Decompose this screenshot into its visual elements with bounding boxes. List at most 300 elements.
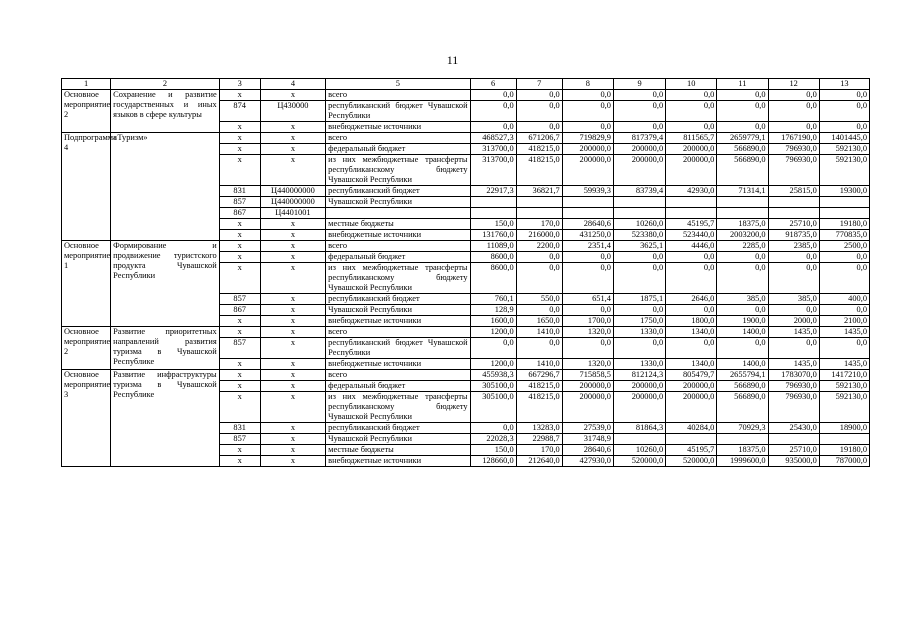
amount-cell	[819, 208, 869, 219]
funding-source-cell: федеральный бюджет	[326, 381, 470, 392]
funding-source-cell: Чувашской Республики	[326, 434, 470, 445]
measure-title: Подпрограмма 4	[62, 133, 111, 241]
target-article-cell: x	[260, 241, 326, 252]
amount-cell	[717, 197, 768, 208]
amount-cell: 1800,0	[666, 316, 717, 327]
table-row	[62, 133, 870, 144]
amount-cell: 0,0	[717, 90, 768, 101]
grbs-code-cell: x	[219, 456, 260, 467]
grbs-code-cell: x	[219, 90, 260, 101]
amount-cell: 1400,0	[717, 359, 768, 370]
amount-cell: 200000,0	[613, 144, 665, 155]
amount-cell	[717, 434, 768, 445]
amount-cell: 427930,0	[562, 456, 613, 467]
amount-cell	[819, 197, 869, 208]
amount-cell: 796930,0	[768, 144, 819, 155]
amount-cell: 0,0	[613, 252, 665, 263]
amount-cell: 455938,3	[470, 370, 516, 381]
amount-cell: 592130,0	[819, 144, 869, 155]
amount-cell: 418215,0	[516, 392, 562, 423]
grbs-code-cell: 831	[219, 186, 260, 197]
amount-cell: 70929,3	[717, 423, 768, 434]
amount-cell: 10260,0	[613, 445, 665, 456]
amount-cell: 200000,0	[613, 155, 665, 186]
grbs-code-cell: x	[219, 122, 260, 133]
grbs-code-cell: x	[219, 263, 260, 294]
amount-cell: 13283,0	[516, 423, 562, 434]
grbs-code-cell: x	[219, 381, 260, 392]
amount-cell: 1400,0	[717, 327, 768, 338]
funding-source-cell: республиканский бюджет	[326, 186, 470, 197]
amount-cell: 1200,0	[470, 327, 516, 338]
amount-cell	[717, 208, 768, 219]
page-number: 11	[446, 53, 459, 67]
target-article-cell: x	[260, 456, 326, 467]
amount-cell: 667296,7	[516, 370, 562, 381]
amount-cell: 0,0	[470, 101, 516, 122]
grbs-code-cell: 831	[219, 423, 260, 434]
amount-cell: 811565,7	[666, 133, 717, 144]
amount-cell: 10260,0	[613, 219, 665, 230]
amount-cell: 0,0	[717, 263, 768, 294]
grbs-code-cell: x	[219, 155, 260, 186]
grbs-code-cell: x	[219, 219, 260, 230]
grbs-code-cell: 867	[219, 305, 260, 316]
amount-cell: 4446,0	[666, 241, 717, 252]
amount-cell: 0,0	[717, 122, 768, 133]
amount-cell: 1435,0	[768, 359, 819, 370]
target-article-cell: x	[260, 133, 326, 144]
target-article-cell: x	[260, 338, 326, 359]
amount-cell: 566890,0	[717, 144, 768, 155]
amount-cell	[666, 197, 717, 208]
amount-cell: 0,0	[768, 263, 819, 294]
budget-table	[61, 78, 870, 467]
grbs-code-cell: x	[219, 144, 260, 155]
amount-cell: 0,0	[768, 122, 819, 133]
amount-cell: 150,0	[470, 219, 516, 230]
amount-cell: 2646,0	[666, 294, 717, 305]
grbs-code-cell: x	[219, 316, 260, 327]
amount-cell: 2000,0	[768, 316, 819, 327]
amount-cell: 566890,0	[717, 392, 768, 423]
target-article-cell: x	[260, 252, 326, 263]
amount-cell: 0,0	[666, 338, 717, 359]
amount-cell: 0,0	[562, 263, 613, 294]
amount-cell: 18900,0	[819, 423, 869, 434]
funding-source-cell: всего	[326, 327, 470, 338]
funding-source-cell: федеральный бюджет	[326, 144, 470, 155]
amount-cell: 150,0	[470, 445, 516, 456]
amount-cell: 0,0	[470, 338, 516, 359]
amount-cell: 592130,0	[819, 155, 869, 186]
target-article-cell: x	[260, 381, 326, 392]
grbs-code-cell: 857	[219, 197, 260, 208]
target-article-cell: x	[260, 370, 326, 381]
target-article-cell: Ц430000	[260, 101, 326, 122]
amount-cell: 0,0	[470, 423, 516, 434]
amount-cell: 566890,0	[717, 155, 768, 186]
amount-cell: 0,0	[717, 252, 768, 263]
amount-cell: 170,0	[516, 219, 562, 230]
amount-cell: 19180,0	[819, 219, 869, 230]
amount-cell: 0,0	[666, 122, 717, 133]
measure-title: Основное мероприятие 1	[62, 241, 111, 327]
amount-cell: 0,0	[717, 305, 768, 316]
amount-cell: 28640,6	[562, 445, 613, 456]
amount-cell	[470, 208, 516, 219]
amount-cell: 0,0	[717, 338, 768, 359]
amount-cell	[562, 197, 613, 208]
amount-cell: 83739,4	[613, 186, 665, 197]
amount-cell: 170,0	[516, 445, 562, 456]
amount-cell: 212640,0	[516, 456, 562, 467]
amount-cell: 0,0	[819, 263, 869, 294]
grbs-code-cell: x	[219, 327, 260, 338]
amount-cell: 0,0	[516, 338, 562, 359]
amount-cell: 1999600,0	[717, 456, 768, 467]
amount-cell: 0,0	[819, 101, 869, 122]
column-number-header: 2	[111, 79, 220, 90]
table-row	[62, 327, 870, 338]
grbs-code-cell: x	[219, 252, 260, 263]
amount-cell: 200000,0	[562, 155, 613, 186]
amount-cell: 0,0	[562, 305, 613, 316]
amount-cell: 1600,0	[470, 316, 516, 327]
amount-cell: 592130,0	[819, 381, 869, 392]
target-article-cell: x	[260, 423, 326, 434]
amount-cell: 0,0	[562, 101, 613, 122]
amount-cell: 8600,0	[470, 263, 516, 294]
amount-cell: 36821,7	[516, 186, 562, 197]
amount-cell: 550,0	[516, 294, 562, 305]
amount-cell: 0,0	[666, 90, 717, 101]
column-number-header: 10	[666, 79, 717, 90]
grbs-code-cell: x	[219, 445, 260, 456]
amount-cell: 418215,0	[516, 144, 562, 155]
amount-cell	[666, 434, 717, 445]
column-number-header: 11	[717, 79, 768, 90]
grbs-code-cell: x	[219, 230, 260, 241]
table-row	[62, 241, 870, 252]
table-header-row	[62, 79, 870, 90]
measure-description: «Туризм»	[111, 133, 220, 241]
amount-cell: 0,0	[819, 252, 869, 263]
amount-cell: 81864,3	[613, 423, 665, 434]
target-article-cell: x	[260, 90, 326, 101]
target-article-cell: x	[260, 230, 326, 241]
amount-cell: 1200,0	[470, 359, 516, 370]
amount-cell	[768, 208, 819, 219]
amount-cell	[516, 197, 562, 208]
target-article-cell: Ц440000000	[260, 197, 326, 208]
target-article-cell: x	[260, 219, 326, 230]
funding-source-cell: всего	[326, 133, 470, 144]
funding-source-cell: местные бюджеты	[326, 445, 470, 456]
amount-cell: 817379,4	[613, 133, 665, 144]
amount-cell: 796930,0	[768, 392, 819, 423]
amount-cell: 385,0	[717, 294, 768, 305]
amount-cell: 812124,3	[613, 370, 665, 381]
amount-cell: 918735,0	[768, 230, 819, 241]
amount-cell: 0,0	[819, 90, 869, 101]
amount-cell: 0,0	[613, 90, 665, 101]
amount-cell: 25430,0	[768, 423, 819, 434]
amount-cell: 216000,0	[516, 230, 562, 241]
amount-cell: 0,0	[768, 90, 819, 101]
amount-cell: 1435,0	[819, 359, 869, 370]
amount-cell: 523440,0	[666, 230, 717, 241]
amount-cell: 0,0	[613, 101, 665, 122]
amount-cell: 770835,0	[819, 230, 869, 241]
amount-cell: 200000,0	[613, 381, 665, 392]
amount-cell: 2100,0	[819, 316, 869, 327]
amount-cell: 200000,0	[562, 392, 613, 423]
funding-source-cell: из них межбюджетные трансферты республиканскому бюджету Чувашской Республики	[326, 155, 470, 186]
amount-cell: 1783070,0	[768, 370, 819, 381]
amount-cell: 0,0	[819, 305, 869, 316]
amount-cell: 0,0	[562, 252, 613, 263]
amount-cell: 520000,0	[666, 456, 717, 467]
amount-cell: 0,0	[613, 122, 665, 133]
table-row	[62, 90, 870, 101]
amount-cell: 2285,0	[717, 241, 768, 252]
amount-cell: 18375,0	[717, 219, 768, 230]
measure-title: Основное мероприятие 3	[62, 370, 111, 467]
measure-description: Развитие приоритетных направлений развития туризма в Чувашской Республике	[111, 327, 220, 370]
amount-cell: 0,0	[613, 263, 665, 294]
amount-cell: 200000,0	[562, 144, 613, 155]
amount-cell: 0,0	[516, 90, 562, 101]
amount-cell	[819, 434, 869, 445]
target-article-cell: x	[260, 122, 326, 133]
funding-source-cell: республиканский бюджет	[326, 294, 470, 305]
amount-cell: 305100,0	[470, 381, 516, 392]
column-number-header: 8	[562, 79, 613, 90]
grbs-code-cell: x	[219, 133, 260, 144]
funding-source-cell: республиканский бюджет Чувашской Республики	[326, 101, 470, 122]
amount-cell: 31748,9	[562, 434, 613, 445]
grbs-code-cell: x	[219, 370, 260, 381]
amount-cell	[768, 434, 819, 445]
funding-source-cell: Чувашской Республики	[326, 305, 470, 316]
funding-source-cell: внебюджетные источники	[326, 456, 470, 467]
amount-cell: 760,1	[470, 294, 516, 305]
amount-cell: 19300,0	[819, 186, 869, 197]
amount-cell: 1330,0	[613, 327, 665, 338]
target-article-cell: x	[260, 144, 326, 155]
amount-cell: 42930,0	[666, 186, 717, 197]
amount-cell: 566890,0	[717, 381, 768, 392]
grbs-code-cell: 874	[219, 101, 260, 122]
amount-cell: 128,9	[470, 305, 516, 316]
funding-source-cell: всего	[326, 241, 470, 252]
amount-cell: 11089,0	[470, 241, 516, 252]
grbs-code-cell: x	[219, 241, 260, 252]
amount-cell: 2500,0	[819, 241, 869, 252]
amount-cell: 520000,0	[613, 456, 665, 467]
target-article-cell: x	[260, 263, 326, 294]
funding-source-cell: внебюджетные источники	[326, 316, 470, 327]
amount-cell: 200000,0	[666, 392, 717, 423]
target-article-cell: x	[260, 392, 326, 423]
amount-cell	[470, 197, 516, 208]
funding-source-cell: из них межбюджетные трансферты республиканскому бюджету Чувашской Республики	[326, 263, 470, 294]
amount-cell: 0,0	[613, 305, 665, 316]
amount-cell: 0,0	[768, 338, 819, 359]
measure-description: Формирование и продвижение туристского продукта Чувашской Республики	[111, 241, 220, 327]
amount-cell: 0,0	[470, 90, 516, 101]
amount-cell: 1401445,0	[819, 133, 869, 144]
amount-cell: 1700,0	[562, 316, 613, 327]
funding-source-cell: всего	[326, 90, 470, 101]
amount-cell: 1767190,0	[768, 133, 819, 144]
amount-cell: 313700,0	[470, 155, 516, 186]
amount-cell: 0,0	[613, 338, 665, 359]
amount-cell: 1320,0	[562, 359, 613, 370]
amount-cell: 0,0	[562, 122, 613, 133]
funding-source-cell: Чувашской Республики	[326, 197, 470, 208]
amount-cell: 796930,0	[768, 155, 819, 186]
amount-cell: 71314,1	[717, 186, 768, 197]
measure-title: Основное мероприятие 2	[62, 327, 111, 370]
amount-cell: 200000,0	[666, 144, 717, 155]
grbs-code-cell: x	[219, 359, 260, 370]
funding-source-cell	[326, 208, 470, 219]
amount-cell: 431250,0	[562, 230, 613, 241]
amount-cell: 418215,0	[516, 155, 562, 186]
amount-cell: 1875,1	[613, 294, 665, 305]
amount-cell: 1330,0	[613, 359, 665, 370]
target-article-cell: x	[260, 294, 326, 305]
amount-cell: 22988,7	[516, 434, 562, 445]
amount-cell: 0,0	[666, 252, 717, 263]
amount-cell: 1750,0	[613, 316, 665, 327]
amount-cell: 131760,0	[470, 230, 516, 241]
column-number-header: 5	[326, 79, 470, 90]
amount-cell: 19180,0	[819, 445, 869, 456]
amount-cell: 2385,0	[768, 241, 819, 252]
amount-cell: 2351,4	[562, 241, 613, 252]
target-article-cell: x	[260, 327, 326, 338]
target-article-cell: x	[260, 359, 326, 370]
amount-cell: 200000,0	[666, 155, 717, 186]
funding-source-cell: внебюджетные источники	[326, 122, 470, 133]
amount-cell: 25710,0	[768, 445, 819, 456]
column-number-header: 7	[516, 79, 562, 90]
amount-cell: 671206,7	[516, 133, 562, 144]
amount-cell: 935000,0	[768, 456, 819, 467]
amount-cell: 22028,3	[470, 434, 516, 445]
target-article-cell: Ц440000000	[260, 186, 326, 197]
amount-cell: 651,4	[562, 294, 613, 305]
amount-cell: 27539,0	[562, 423, 613, 434]
amount-cell: 1650,0	[516, 316, 562, 327]
amount-cell: 200000,0	[613, 392, 665, 423]
amount-cell: 25710,0	[768, 219, 819, 230]
column-number-header: 3	[219, 79, 260, 90]
amount-cell: 40284,0	[666, 423, 717, 434]
column-number-header: 6	[470, 79, 516, 90]
amount-cell: 28640,6	[562, 219, 613, 230]
amount-cell: 592130,0	[819, 392, 869, 423]
amount-cell: 128660,0	[470, 456, 516, 467]
target-article-cell: x	[260, 434, 326, 445]
amount-cell: 313700,0	[470, 144, 516, 155]
amount-cell: 305100,0	[470, 392, 516, 423]
measure-description: Сохранение и развитие государственных и иных языков в сфере культуры	[111, 90, 220, 133]
amount-cell	[666, 208, 717, 219]
amount-cell	[562, 208, 613, 219]
target-article-cell: Ц4401001	[260, 208, 326, 219]
amount-cell: 719829,9	[562, 133, 613, 144]
amount-cell: 0,0	[562, 90, 613, 101]
amount-cell: 796930,0	[768, 381, 819, 392]
amount-cell: 0,0	[516, 101, 562, 122]
table-row	[62, 370, 870, 381]
amount-cell: 0,0	[666, 101, 717, 122]
grbs-code-cell: 867	[219, 208, 260, 219]
amount-cell: 0,0	[516, 263, 562, 294]
target-article-cell: x	[260, 155, 326, 186]
amount-cell: 2003200,0	[717, 230, 768, 241]
amount-cell	[613, 197, 665, 208]
target-article-cell: x	[260, 316, 326, 327]
amount-cell: 1410,0	[516, 359, 562, 370]
amount-cell	[768, 197, 819, 208]
funding-source-cell: внебюджетные источники	[326, 230, 470, 241]
grbs-code-cell: 857	[219, 294, 260, 305]
amount-cell: 1320,0	[562, 327, 613, 338]
amount-cell: 523380,0	[613, 230, 665, 241]
amount-cell: 0,0	[562, 338, 613, 359]
measure-title: Основное мероприятие 2	[62, 90, 111, 133]
amount-cell: 418215,0	[516, 381, 562, 392]
amount-cell: 25815,0	[768, 186, 819, 197]
amount-cell: 3625,1	[613, 241, 665, 252]
amount-cell: 2659779,1	[717, 133, 768, 144]
grbs-code-cell: 857	[219, 434, 260, 445]
amount-cell: 1417210,0	[819, 370, 869, 381]
amount-cell: 1435,0	[819, 327, 869, 338]
column-number-header: 9	[613, 79, 665, 90]
funding-source-cell: внебюджетные источники	[326, 359, 470, 370]
amount-cell: 0,0	[768, 305, 819, 316]
amount-cell: 2655794,1	[717, 370, 768, 381]
funding-source-cell: республиканский бюджет Чувашской Республики	[326, 338, 470, 359]
amount-cell: 0,0	[470, 122, 516, 133]
amount-cell: 468527,3	[470, 133, 516, 144]
amount-cell: 805479,7	[666, 370, 717, 381]
funding-source-cell: федеральный бюджет	[326, 252, 470, 263]
amount-cell: 2200,0	[516, 241, 562, 252]
amount-cell: 1340,0	[666, 327, 717, 338]
target-article-cell: x	[260, 305, 326, 316]
amount-cell: 0,0	[819, 338, 869, 359]
amount-cell: 0,0	[516, 252, 562, 263]
column-number-header: 13	[819, 79, 869, 90]
target-article-cell: x	[260, 445, 326, 456]
amount-cell: 0,0	[819, 122, 869, 133]
amount-cell	[613, 434, 665, 445]
amount-cell: 200000,0	[562, 381, 613, 392]
amount-cell	[516, 208, 562, 219]
amount-cell: 0,0	[666, 305, 717, 316]
amount-cell: 715858,5	[562, 370, 613, 381]
amount-cell: 1410,0	[516, 327, 562, 338]
measure-description: Развитие инфраструктуры туризма в Чувашской Республике	[111, 370, 220, 467]
amount-cell: 45195,7	[666, 219, 717, 230]
